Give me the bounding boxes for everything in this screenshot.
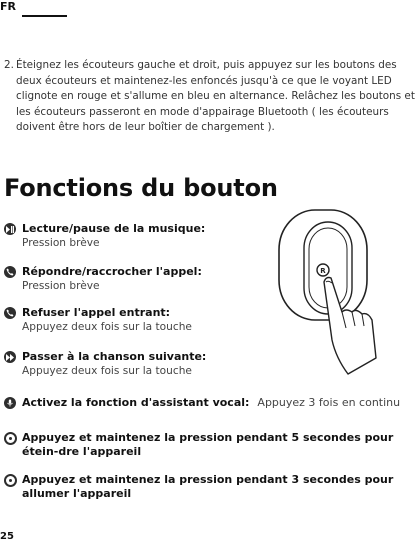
mic-icon <box>4 397 16 409</box>
function-item-play-pause <box>4 222 205 250</box>
function-item-next-track <box>4 350 206 378</box>
function-desc: Appuyez deux fois sur la touche <box>22 321 192 333</box>
function-label: Lecture/pause de la musique: <box>22 222 206 235</box>
header-divider <box>22 15 67 17</box>
play-pause-icon <box>4 223 16 235</box>
power-on-icon <box>4 474 17 487</box>
function-label: Appuyez et maintenez la pression pendant 3 secondes pour allumer l'appareil <box>22 473 394 500</box>
phone-icon <box>4 266 16 278</box>
language-label: FR <box>0 0 16 13</box>
function-desc: Pression brève <box>22 280 100 292</box>
function-item-power-off <box>4 431 418 459</box>
function-label: Passer à la chanson suivante: <box>22 350 207 363</box>
button-letter: R <box>320 267 326 275</box>
function-item-decline-call <box>4 306 192 334</box>
earbud-press-icon <box>276 208 386 378</box>
page-number: 25 <box>0 531 14 542</box>
power-off-icon <box>4 432 17 445</box>
function-label: Refuser l'appel entrant: <box>22 306 171 319</box>
function-label: Appuyez et maintenez la pression pendant 5 secondes pour étein-dre l'appareil <box>22 431 394 458</box>
function-desc: Pression brève <box>22 237 100 249</box>
function-item-voice-assistant <box>4 396 400 410</box>
section-title: Fonctions du bouton <box>4 174 278 202</box>
function-desc: Appuyez deux fois sur la touche <box>22 365 192 377</box>
next-track-icon <box>4 351 16 363</box>
step-number: 2. <box>4 59 14 71</box>
function-item-answer-call <box>4 265 202 293</box>
function-label-text: Activez la fonction d'assistant vocal: <box>22 396 250 409</box>
function-label: Répondre/raccrocher l'appel: <box>22 265 202 278</box>
function-item-power-on <box>4 473 418 501</box>
function-label <box>22 396 400 410</box>
phone-icon <box>4 307 16 319</box>
pairing-instruction <box>4 58 418 136</box>
earbud-press-illustration <box>276 208 386 382</box>
function-desc: Appuyez 3 fois en continu <box>257 396 401 409</box>
step-text: Éteignez les écouteurs gauche et droit, puis appuyez sur les boutons des deux écouteurs et maintenez-les enfoncés jusqu'à ce que le voyant LED clignote en rouge et s'allume en bleu en alternance. Relâchez les boutons et les écouteurs passeront en mode d'appairage Bluetooth ( les écouteurs doivent être hors de leur boîtier de chargement ). <box>16 59 415 134</box>
